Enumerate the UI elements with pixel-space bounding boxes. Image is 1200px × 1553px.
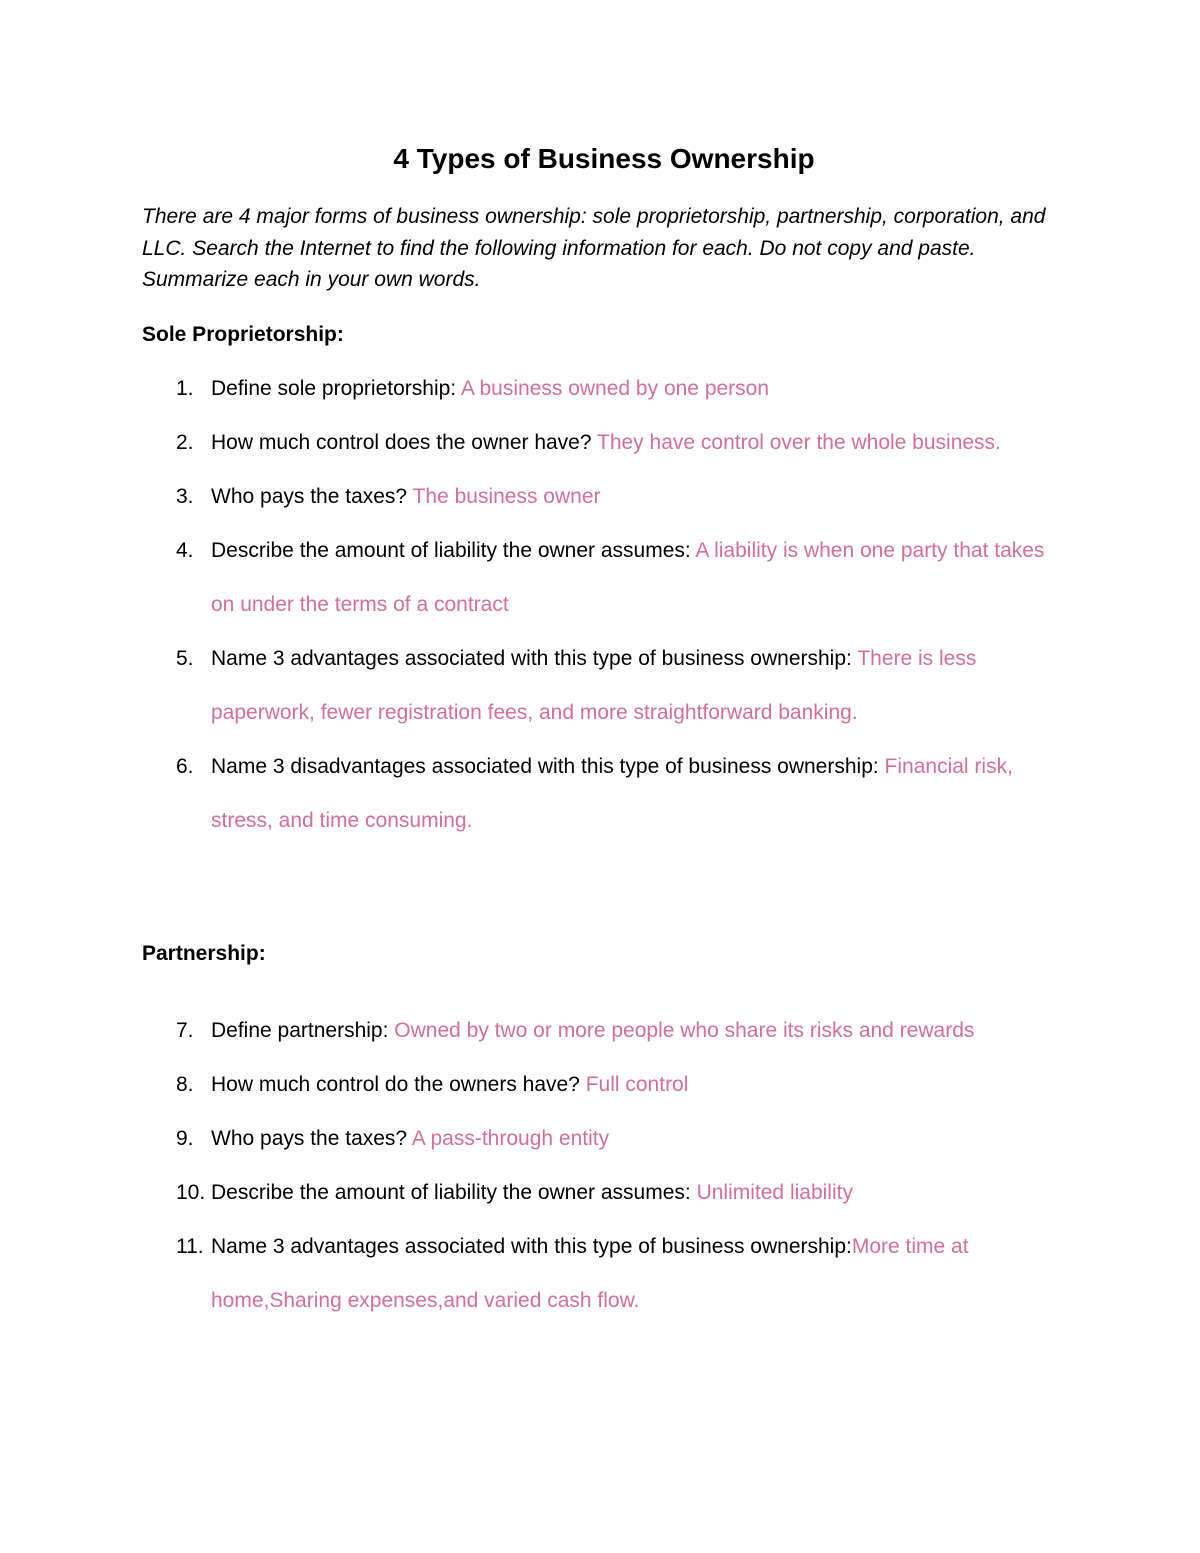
question-number: 4.: [176, 539, 194, 562]
question-text: How much control does the owner have?: [211, 431, 597, 454]
question-item: [0, 1166, 1200, 1220]
question-item: [0, 1112, 1200, 1166]
question-number: 10.: [176, 1181, 206, 1204]
answer-text: A business owned by one person: [460, 377, 770, 400]
question-item: [0, 1220, 1200, 1328]
question-text: Describe the amount of liability the owner assumes:: [211, 1181, 697, 1204]
answer-text: A liability is when one party that takes on under the terms of a contract: [211, 539, 1045, 616]
question-text: Name 3 disadvantages associated with this type of business ownership:: [211, 755, 885, 778]
question-item: [0, 1004, 1200, 1058]
section-heading-partnership: Partnership:: [142, 942, 266, 965]
answer-text: More time at home,Sharing expenses,and varied cash flow.: [211, 1235, 969, 1312]
question-item: [0, 416, 1200, 470]
question-number: 1.: [176, 377, 194, 400]
question-number: 11.: [176, 1235, 204, 1258]
answer-text: A pass-through entity: [411, 1127, 610, 1150]
answer-text: Unlimited liability: [696, 1181, 853, 1204]
question-text: Define sole proprietorship:: [211, 377, 461, 400]
question-text: Describe the amount of liability the owner assumes:: [211, 539, 696, 562]
question-text: Who pays the taxes?: [211, 485, 413, 508]
sole-proprietorship-questions: [0, 362, 1200, 848]
question-item: [0, 362, 1200, 416]
answer-text: Full control: [585, 1073, 689, 1096]
question-number: 9.: [176, 1127, 194, 1150]
question-item: [0, 524, 1200, 632]
page-title: 4 Types of Business Ownership: [393, 143, 815, 174]
question-item: [0, 470, 1200, 524]
question-text: Define partnership:: [211, 1019, 395, 1042]
answer-text: The business owner: [412, 485, 601, 508]
intro-paragraph: There are 4 major forms of business ownership: sole proprietorship, partnership, corporation, and LLC. Search the Internet to find the following information for each. Do not copy and paste. Summarize each in your own words.: [142, 205, 1046, 291]
question-number: 6.: [176, 755, 194, 778]
answer-text: Financial risk, stress, and time consuming.: [211, 755, 1013, 832]
question-number: 2.: [176, 431, 194, 454]
question-number: 3.: [176, 485, 194, 508]
question-text: How much control do the owners have?: [211, 1073, 586, 1096]
question-item: [0, 1058, 1200, 1112]
answer-text: Owned by two or more people who share its risks and rewards: [394, 1019, 975, 1042]
question-item: [0, 632, 1200, 740]
question-item: [0, 740, 1200, 848]
question-number: 8.: [176, 1073, 194, 1096]
answer-text: They have control over the whole business.: [597, 431, 1001, 454]
section-heading-sole-proprietorship: Sole Proprietorship:: [142, 323, 344, 346]
partnership-questions: [0, 1004, 1200, 1328]
answer-text: There is less paperwork, fewer registration fees, and more straightforward banking.: [211, 647, 977, 724]
question-number: 7.: [176, 1019, 194, 1042]
question-number: 5.: [176, 647, 194, 670]
question-text: Name 3 advantages associated with this type of business ownership:: [211, 647, 858, 670]
question-text: Who pays the taxes?: [211, 1127, 412, 1150]
question-text: Name 3 advantages associated with this type of business ownership:: [211, 1235, 852, 1258]
